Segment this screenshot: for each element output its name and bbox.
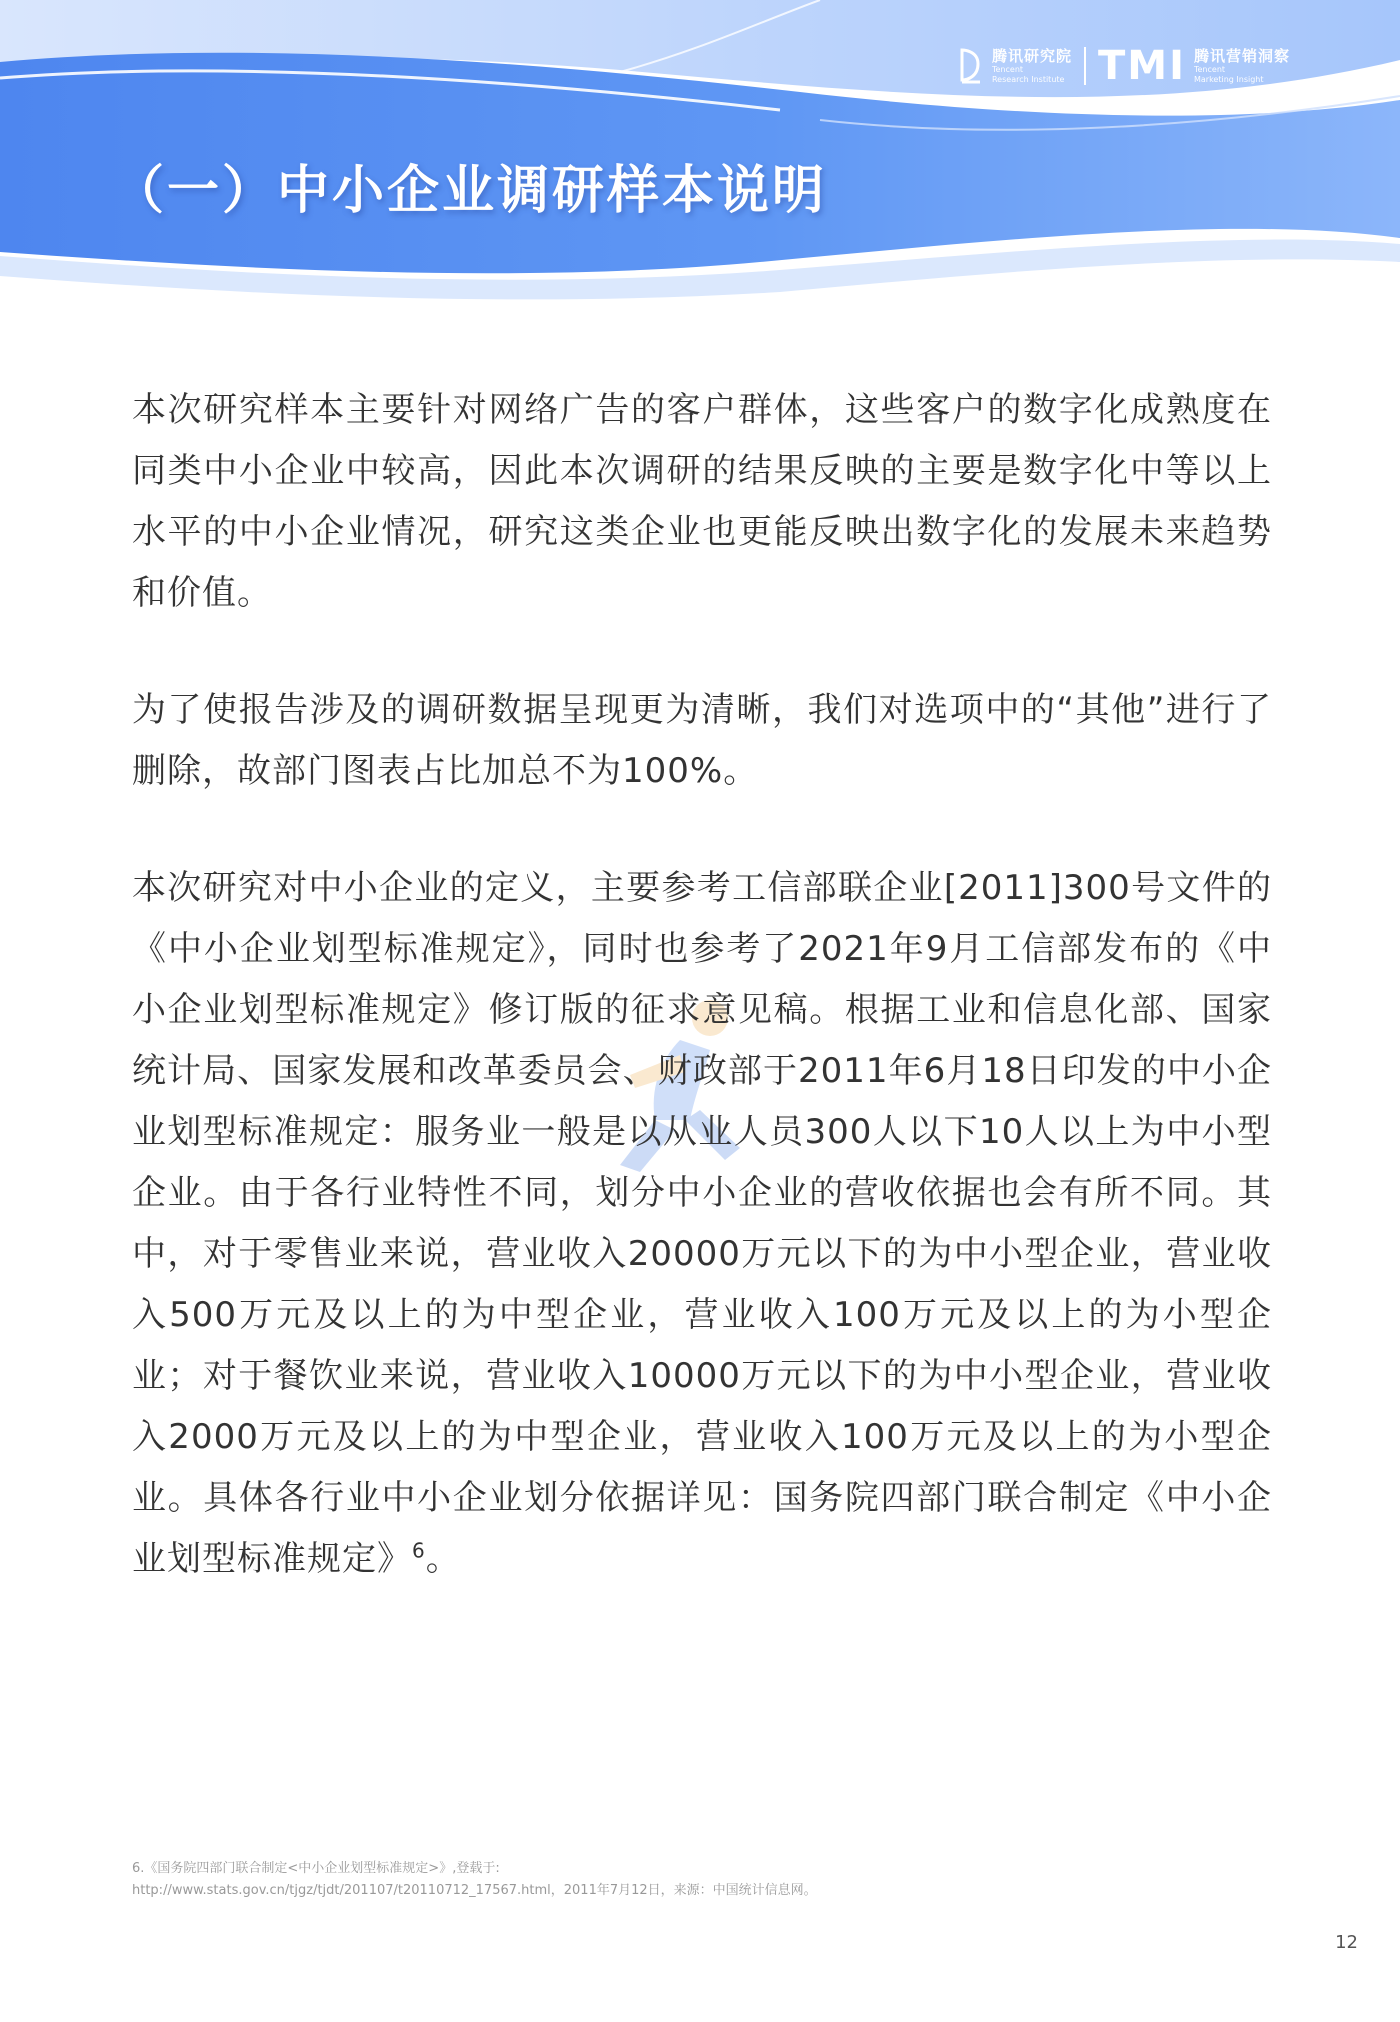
paragraph-data-note: 为了使报告涉及的调研数据呈现更为清晰，我们对选项中的“其他”进行了删除，故部门图表占比加总不为100%。 [132, 690, 1272, 791]
tencent-research-emblem-icon [958, 46, 984, 86]
main-content [132, 380, 1272, 1646]
footnote [132, 1858, 1232, 1902]
tmi-name: 腾讯营销洞察 [1193, 47, 1290, 65]
footnote-source-link[interactable]: http://www.stats.gov.cn/tjgz/tjdt/201107/t20110712_17567.html，2011年7月12日，来源：中国统计信息网。 [132, 1883, 817, 1898]
tencent-research-logo [958, 46, 1072, 86]
tmi-en-line1: Tencent [1193, 65, 1226, 74]
tencent-research-en-line2: Research Institute [991, 75, 1065, 84]
paragraph-sample-description: 本次研究样本主要针对网络广告的客户群体，这些客户的数字化成熟度在同类中小企业中较高，因此本次调研的结果反映的主要是数字化中等以上水平的中小企业情况，研究这类企业也更能反映出数字化的发展未来趋势和价值。 [132, 390, 1272, 613]
header-logos [958, 38, 1290, 94]
logo-divider [1084, 47, 1086, 85]
tmi-wordmark: TMI [1098, 43, 1186, 89]
tmi-logo [1098, 44, 1290, 88]
tmi-en-line2: Marketing Insight [1193, 75, 1264, 84]
paragraph-sme-definition [132, 858, 1272, 1590]
section-title: （一）中小企业调研样本说明 [112, 161, 828, 221]
footnote-line-1: 6.《国务院四部门联合制定<中小企业划型标准规定>》,登载于: [132, 1861, 500, 1876]
tencent-research-name: 腾讯研究院 [991, 47, 1072, 65]
footnote-reference[interactable]: 6 [412, 1538, 426, 1563]
tencent-research-en-line1: Tencent [991, 65, 1024, 74]
page-header [0, 0, 1400, 300]
sme-definition-end: 。 [425, 1539, 461, 1579]
sme-definition-text: 本次研究对中小企业的定义，主要参考工信部联企业[2011]300号文件的《中小企业划型标准规定》，同时也参考了2021年9月工信部发布的《中小企业划型标准规定》修订版的征求意见稿。根据工业和信息化部、国家统计局、国家发展和改革委员会、财政部于2011年6月18日印发的中小企业划型标准规定：服务业一般是以从业人员300人以下10人以上为中小型企业。由于各行业特性不同，划分中小企业的营收依据也会有所不同。其中，对于零售业来说，营业收入20000万元以下的为中小型企业，营业收入500万元及以上的为中型企业，营业收入100万元及以上的为小型企业；对于餐饮业来说，营业收入10000万元以下的为中小型企业，营业收入2000万元及以上的为中型企业，营业收入100万元及以上的为小型企业。具体各行业中小企业划分依据详见：国务院四部门联合制定《中小企业划型标准规定》 [132, 868, 1272, 1579]
page-number: 12 [1335, 1932, 1358, 1953]
